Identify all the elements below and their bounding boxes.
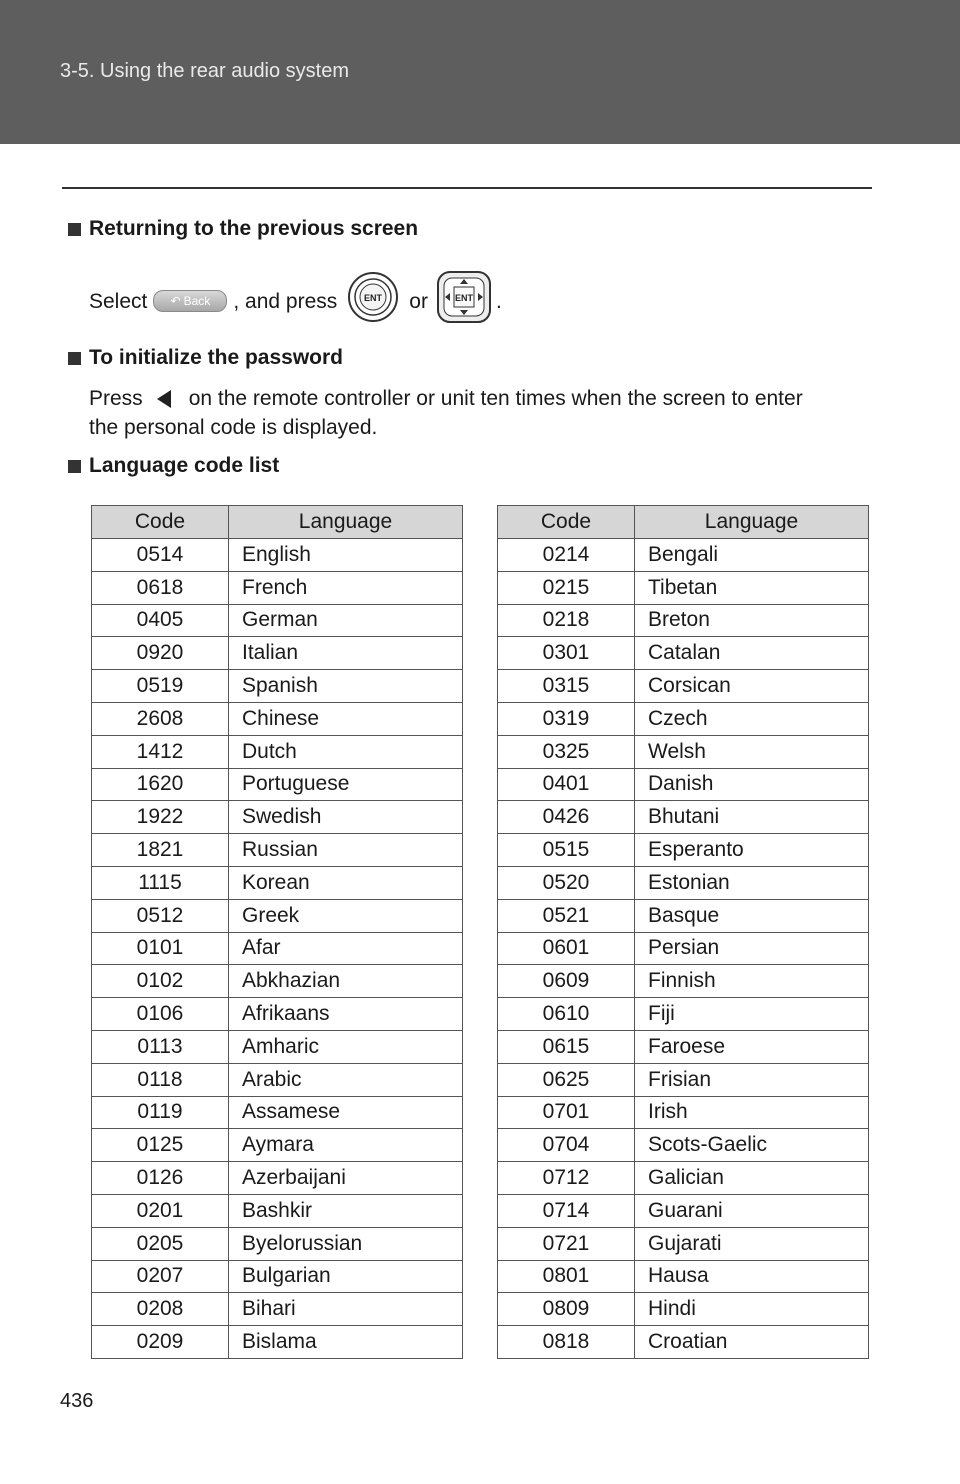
heading-text: Returning to the previous screen — [89, 217, 419, 240]
language-cell: Hindi — [635, 1293, 869, 1326]
table-row — [498, 801, 869, 834]
code-cell: 0615 — [498, 1030, 635, 1063]
language-cell: Bashkir — [229, 1194, 463, 1227]
language-cell: Breton — [635, 604, 869, 637]
language-cell: Bihari — [229, 1293, 463, 1326]
table-row — [498, 1227, 869, 1260]
password-instruction-line2: the personal code is displayed. — [89, 416, 378, 439]
language-cell: English — [229, 539, 463, 572]
table-row — [92, 801, 463, 834]
language-cell: Greek — [229, 899, 463, 932]
code-cell: 0515 — [498, 834, 635, 867]
language-cell: Arabic — [229, 1063, 463, 1096]
left-arrow-icon — [157, 390, 171, 408]
code-cell: 0205 — [92, 1227, 229, 1260]
code-cell: 0714 — [498, 1194, 635, 1227]
table-header-row — [498, 506, 869, 539]
code-cell: 0618 — [92, 571, 229, 604]
table-row — [92, 670, 463, 703]
page-number: 436 — [60, 1390, 94, 1412]
language-cell: Swedish — [229, 801, 463, 834]
table-row — [498, 1129, 869, 1162]
text-select: Select — [89, 289, 148, 313]
table-row — [92, 932, 463, 965]
code-cell: 0809 — [498, 1293, 635, 1326]
code-cell: 0520 — [498, 866, 635, 899]
column-header-language: Language — [229, 506, 463, 539]
code-cell: 0610 — [498, 998, 635, 1031]
language-cell: Amharic — [229, 1030, 463, 1063]
table-row — [498, 1030, 869, 1063]
text-press: Press — [89, 387, 143, 410]
code-cell: 1620 — [92, 768, 229, 801]
code-cell: 0209 — [92, 1326, 229, 1359]
back-button-label: Back — [183, 293, 211, 308]
table-row — [498, 539, 869, 572]
table-row — [92, 1096, 463, 1129]
code-cell: 0519 — [92, 670, 229, 703]
code-cell: 0721 — [498, 1227, 635, 1260]
table-row — [92, 834, 463, 867]
table-row — [498, 1096, 869, 1129]
table-row — [498, 1326, 869, 1359]
language-code-table-right — [497, 505, 869, 1359]
code-cell: 0704 — [498, 1129, 635, 1162]
language-cell: Bhutani — [635, 801, 869, 834]
table-row — [498, 571, 869, 604]
language-cell: Korean — [229, 866, 463, 899]
table-row — [92, 702, 463, 735]
table-row — [92, 1293, 463, 1326]
language-cell: Italian — [229, 637, 463, 670]
language-cell: Bengali — [635, 539, 869, 572]
language-cell: Esperanto — [635, 834, 869, 867]
language-cell: Czech — [635, 702, 869, 735]
table-row — [498, 834, 869, 867]
heading-text: Language code list — [89, 454, 280, 477]
table-row — [498, 1194, 869, 1227]
code-cell: 0102 — [92, 965, 229, 998]
code-cell: 0701 — [498, 1096, 635, 1129]
code-cell: 0118 — [92, 1063, 229, 1096]
section-heading-returning — [68, 217, 418, 241]
table-row — [498, 604, 869, 637]
code-cell: 0521 — [498, 899, 635, 932]
back-arrow-icon: ↶ — [170, 293, 181, 308]
language-cell: Welsh — [635, 735, 869, 768]
language-cell: Irish — [635, 1096, 869, 1129]
code-cell: 1922 — [92, 801, 229, 834]
table-row — [92, 735, 463, 768]
code-cell: 0315 — [498, 670, 635, 703]
code-cell: 0201 — [92, 1194, 229, 1227]
table-row — [92, 1129, 463, 1162]
table-row — [92, 1227, 463, 1260]
code-cell: 1821 — [92, 834, 229, 867]
svg-text:ENT: ENT — [364, 293, 383, 303]
code-cell: 2608 — [92, 702, 229, 735]
code-cell: 0325 — [498, 735, 635, 768]
language-cell: Byelorussian — [229, 1227, 463, 1260]
table-row — [92, 539, 463, 572]
language-cell: French — [229, 571, 463, 604]
code-cell: 0514 — [92, 539, 229, 572]
back-instruction — [89, 274, 502, 328]
language-cell: Faroese — [635, 1030, 869, 1063]
table-row — [92, 1063, 463, 1096]
table-row — [92, 965, 463, 998]
table-row — [498, 932, 869, 965]
language-cell: German — [229, 604, 463, 637]
code-cell: 0319 — [498, 702, 635, 735]
table-row — [92, 1260, 463, 1293]
bullet-square-icon — [68, 223, 81, 236]
code-cell: 0208 — [92, 1293, 229, 1326]
table-row — [498, 965, 869, 998]
section-heading-language — [68, 454, 279, 478]
code-cell: 0215 — [498, 571, 635, 604]
code-cell: 0405 — [92, 604, 229, 637]
table-row — [92, 1326, 463, 1359]
code-cell: 1412 — [92, 735, 229, 768]
language-cell: Portuguese — [229, 768, 463, 801]
code-cell: 0218 — [498, 604, 635, 637]
language-cell: Gujarati — [635, 1227, 869, 1260]
table-row — [498, 899, 869, 932]
language-cell: Afar — [229, 932, 463, 965]
code-cell: 0601 — [498, 932, 635, 965]
language-cell: Catalan — [635, 637, 869, 670]
language-cell: Chinese — [229, 702, 463, 735]
language-cell: Bislama — [229, 1326, 463, 1359]
table-row — [92, 604, 463, 637]
language-cell: Basque — [635, 899, 869, 932]
table-row — [92, 768, 463, 801]
language-cell: Abkhazian — [229, 965, 463, 998]
table-row — [498, 1293, 869, 1326]
table-row — [498, 866, 869, 899]
language-cell: Aymara — [229, 1129, 463, 1162]
table-row — [498, 1162, 869, 1195]
code-cell: 0301 — [498, 637, 635, 670]
code-cell: 0214 — [498, 539, 635, 572]
code-cell: 0126 — [92, 1162, 229, 1195]
bullet-square-icon — [68, 460, 81, 473]
table-row — [92, 1030, 463, 1063]
table-row — [498, 768, 869, 801]
table-row — [498, 1063, 869, 1096]
code-cell: 0712 — [498, 1162, 635, 1195]
language-cell: Danish — [635, 768, 869, 801]
text-or: or — [409, 289, 428, 313]
svg-text:ENT: ENT — [454, 293, 473, 303]
language-cell: Finnish — [635, 965, 869, 998]
language-cell: Dutch — [229, 735, 463, 768]
page-header — [0, 0, 960, 144]
language-cell: Fiji — [635, 998, 869, 1031]
section-divider — [62, 187, 872, 189]
code-cell: 0106 — [92, 998, 229, 1031]
code-cell: 0609 — [498, 965, 635, 998]
table-row — [92, 1194, 463, 1227]
language-cell: Tibetan — [635, 571, 869, 604]
table-row — [498, 735, 869, 768]
text-and-press: , and press — [233, 289, 338, 313]
language-code-table-left — [91, 505, 463, 1359]
table-row — [92, 899, 463, 932]
language-cell: Frisian — [635, 1063, 869, 1096]
bullet-square-icon — [68, 352, 81, 365]
column-header-code: Code — [498, 506, 635, 539]
code-cell: 0920 — [92, 637, 229, 670]
table-row — [498, 1260, 869, 1293]
table-row — [498, 702, 869, 735]
text-rest: on the remote controller or unit ten times when the screen to enter — [188, 387, 803, 410]
language-cell: Galician — [635, 1162, 869, 1195]
heading-text: To initialize the password — [89, 346, 343, 369]
code-cell: 0207 — [92, 1260, 229, 1293]
password-instruction-line1 — [89, 384, 803, 413]
table-row — [498, 670, 869, 703]
table-row — [92, 866, 463, 899]
code-cell: 0512 — [92, 899, 229, 932]
language-cell: Azerbaijani — [229, 1162, 463, 1195]
code-cell: 0426 — [498, 801, 635, 834]
language-cell: Persian — [635, 932, 869, 965]
code-cell: 0401 — [498, 768, 635, 801]
code-cell: 0125 — [92, 1129, 229, 1162]
code-cell: 1115 — [92, 866, 229, 899]
table-row — [92, 571, 463, 604]
ent-knob-icon — [347, 270, 399, 332]
header-title: 3-5. Using the rear audio system — [60, 60, 350, 82]
language-cell: Russian — [229, 834, 463, 867]
code-cell: 0119 — [92, 1096, 229, 1129]
table-row — [92, 998, 463, 1031]
table-header-row — [92, 506, 463, 539]
code-cell: 0801 — [498, 1260, 635, 1293]
code-cell: 0818 — [498, 1326, 635, 1359]
table-row — [498, 998, 869, 1031]
language-cell: Assamese — [229, 1096, 463, 1129]
language-cell: Guarani — [635, 1194, 869, 1227]
code-cell: 0113 — [92, 1030, 229, 1063]
text-period: . — [495, 289, 502, 313]
section-heading-password — [68, 346, 343, 370]
table-row — [92, 637, 463, 670]
language-cell: Scots-Gaelic — [635, 1129, 869, 1162]
language-cell: Hausa — [635, 1260, 869, 1293]
column-header-code: Code — [92, 506, 229, 539]
language-cell: Corsican — [635, 670, 869, 703]
language-cell: Spanish — [229, 670, 463, 703]
ent-directional-pad-icon — [436, 270, 492, 332]
code-cell: 0625 — [498, 1063, 635, 1096]
back-button-icon — [153, 290, 227, 312]
language-cell: Croatian — [635, 1326, 869, 1359]
table-row — [498, 637, 869, 670]
language-cell: Estonian — [635, 866, 869, 899]
code-cell: 0101 — [92, 932, 229, 965]
table-row — [92, 1162, 463, 1195]
column-header-language: Language — [635, 506, 869, 539]
language-cell: Afrikaans — [229, 998, 463, 1031]
language-cell: Bulgarian — [229, 1260, 463, 1293]
